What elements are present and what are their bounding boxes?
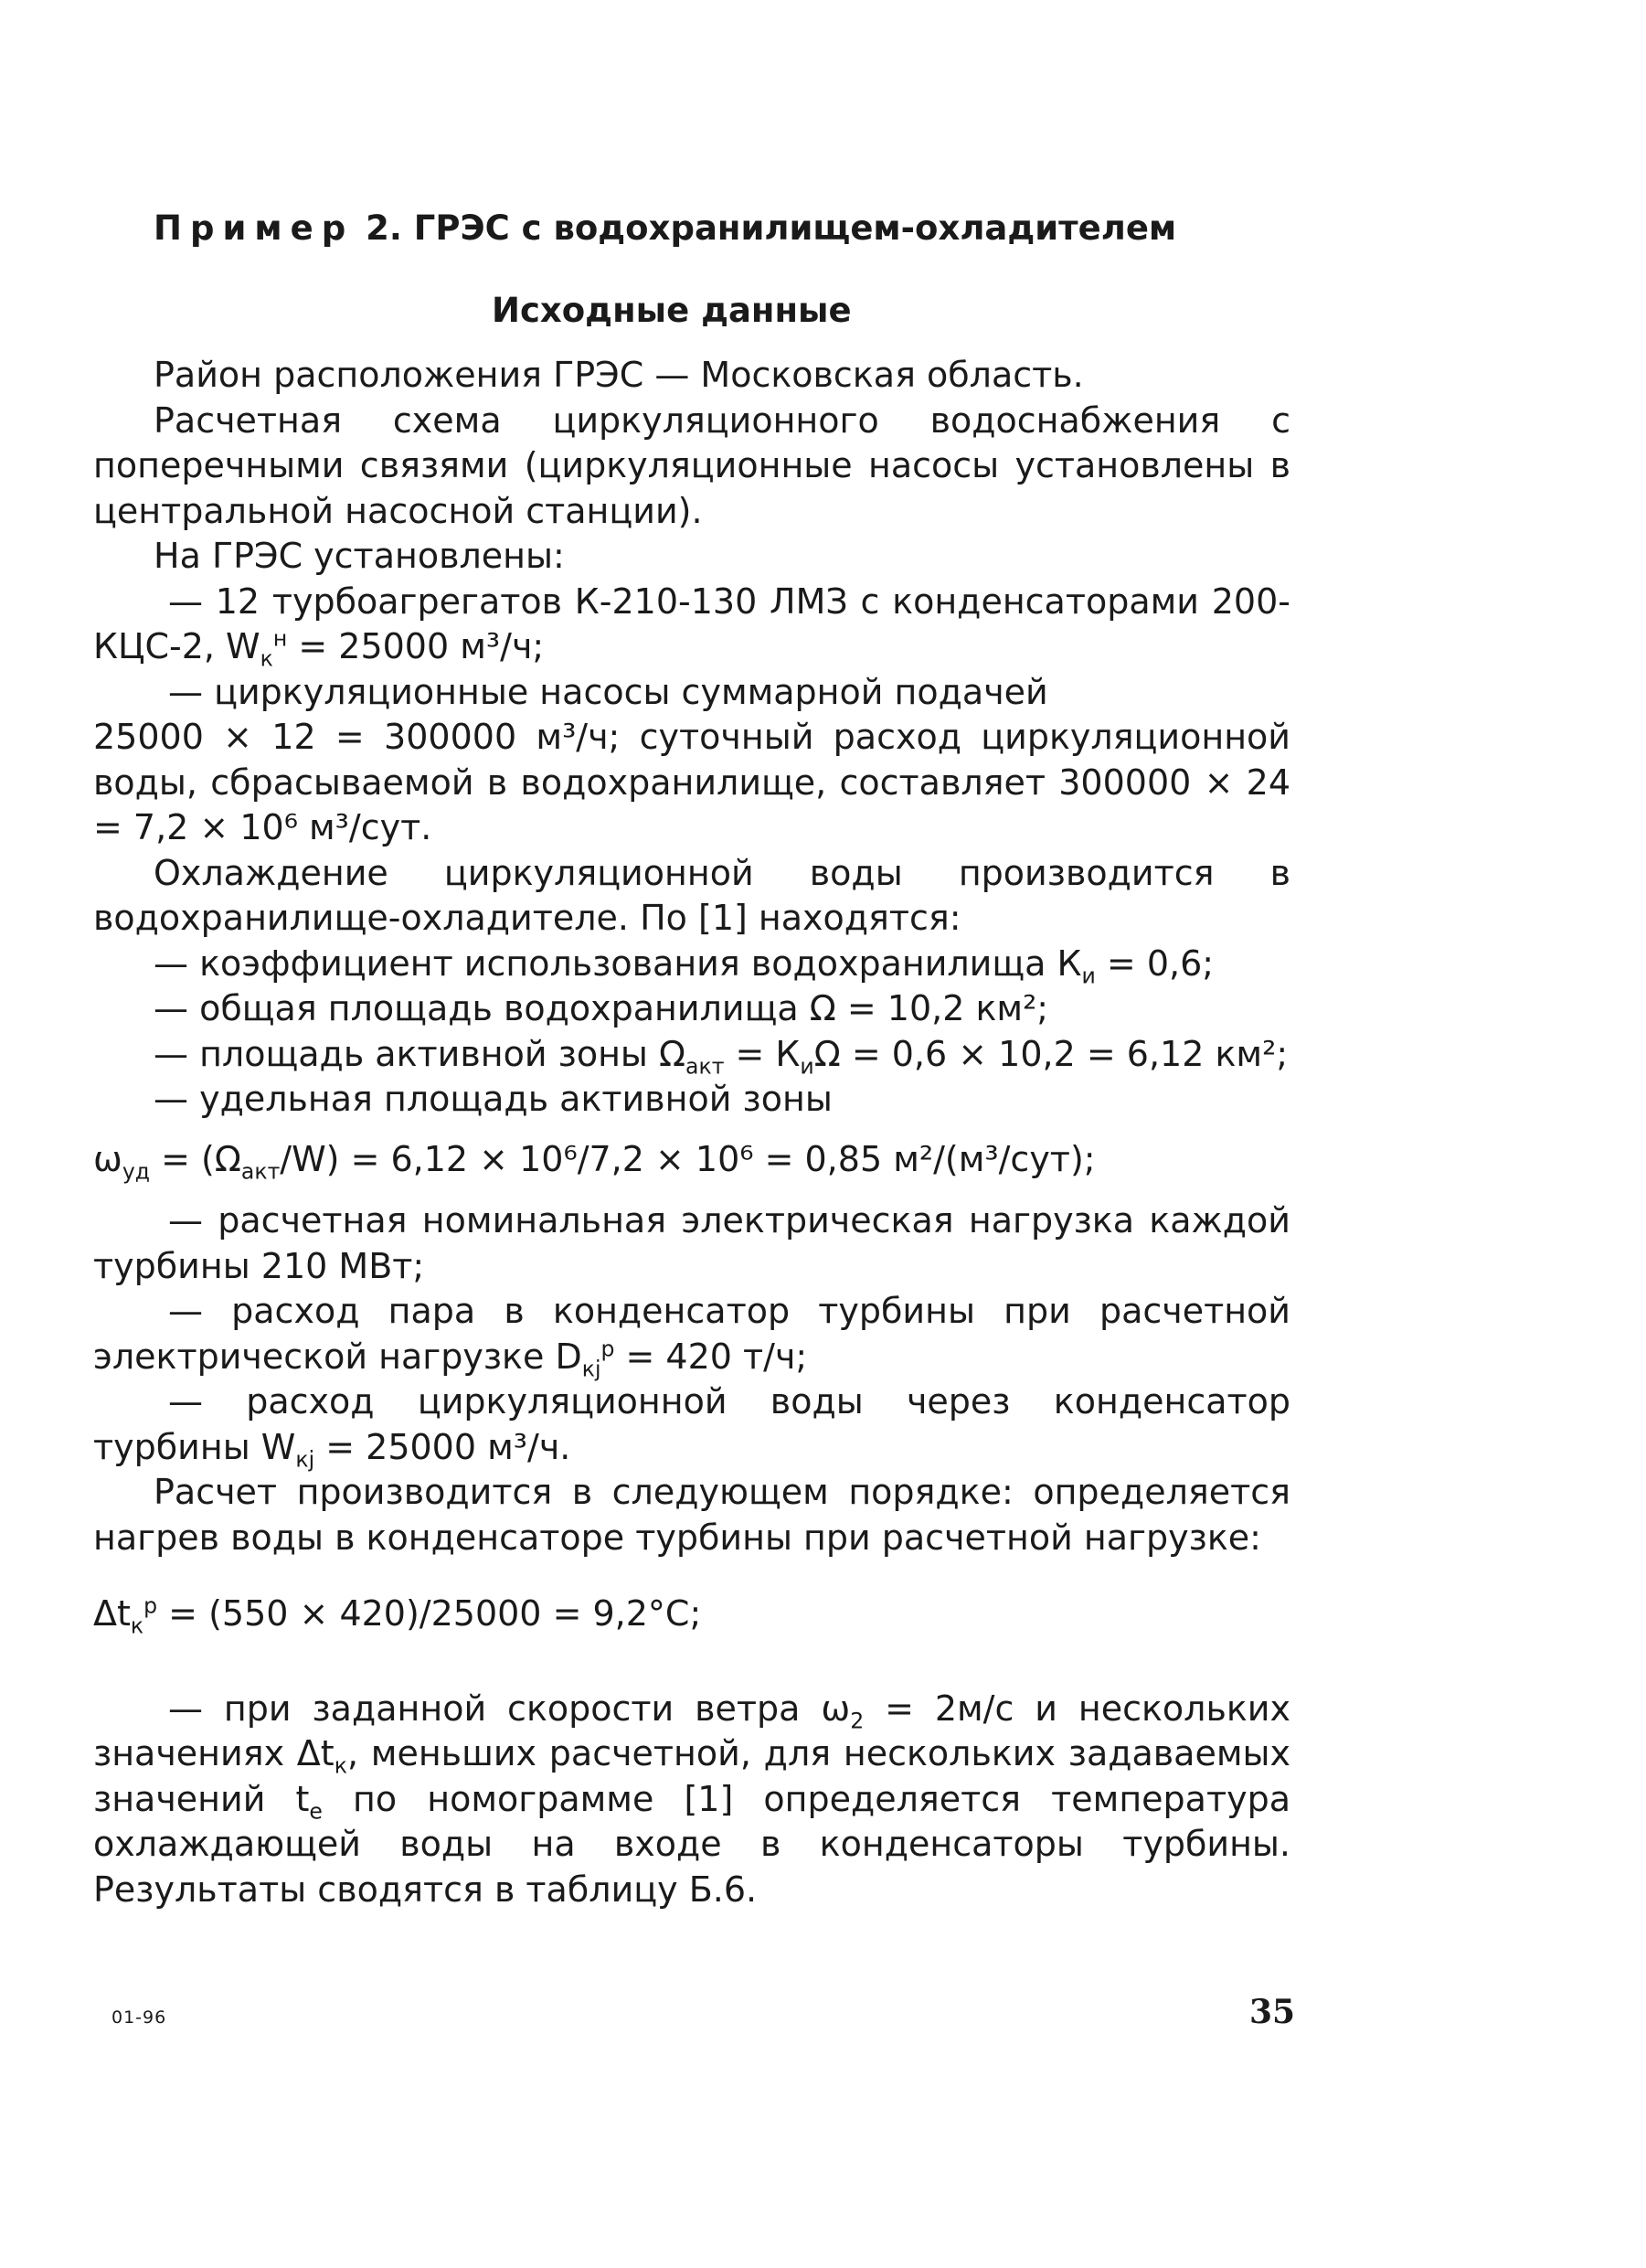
paragraph-calculation: Расчет производится в следующем порядке: определяется нагрев воды в конденсаторе турбины при расчетной нагрузке: [93, 1472, 1290, 1558]
paragraph-installed: На ГРЭС установлены: [154, 536, 565, 576]
paragraph-scheme: Расчетная схема циркуляционного водоснабжения с поперечными связями (циркуляционные насосы установлены в центральной насосной станции). [93, 399, 1290, 531]
formula-specific-area: $\omega_{уд} = (\Omega_{акт}/W) = 6,12 \times 10^6/7,2 \times 10^6 = 0,85$ м²/(м³/сут); [93, 1138, 1096, 1185]
paragraph-location: Район расположения ГРЭС — Московская область. [154, 355, 1084, 395]
list-item-total-area: — общая площадь водохранилища Ω = 10,2 км²; [154, 988, 1049, 1028]
paragraph-flow: 25000 × 12 = 300000 м³/ч; суточный расход циркуляционной воды, сбрасываемой в водохранилище, составляет 300000 × 24 = 7,2 × 10⁶ м³/сут. [93, 717, 1290, 847]
list-item-steam: — расход пара в конденсатор турбины при расчетной электрической нагрузке $D_{кj}^р = 420$ т/ч; [93, 1291, 1290, 1382]
list-item-pumps: — циркуляционные насосы суммарной подачей [168, 671, 1048, 712]
list-item-active-area: — площадь активной зоны $\Omega_{акт} = К_и\Omega = 0,6 \times 10,2 = 6,12$ км²; [154, 1033, 1289, 1080]
example-label: Пример [154, 208, 355, 248]
list-item-turbines: — 12 турбоагрегатов К-210-130 ЛМЗ с конденсаторами 200-КЦС-2, $W_к^н = 25000$ м³/ч; [93, 580, 1290, 672]
paragraph-cooling: Охлаждение циркуляционной воды производится в водохранилище-охладителе. По [1] находятся: [93, 852, 1290, 938]
formula-heating: $\Delta t_к^р = (550 \times 420)/25000 = 9,2^\circ С$; [93, 1592, 702, 1639]
footer-code: 01-96 [112, 2007, 167, 2028]
page-number: 35 [1249, 1993, 1296, 2031]
list-item-specific-area: — удельная площадь активной зоны [154, 1079, 833, 1119]
section-heading [154, 208, 1176, 248]
heading-text: 2. ГРЭС с водохранилищем-охладителем [354, 208, 1177, 248]
list-item-load: — расчетная номинальная электрическая нагрузка каждой турбины 210 МВт; [93, 1200, 1290, 1286]
subsection-heading: Исходные данные [492, 291, 852, 330]
list-item-coefficient: — коэффициент использования водохранилища $К_и = 0,6$; [154, 942, 1215, 989]
list-item-wind: — при заданной скорости ветра $\omega_2 = 2м/с$ и нескольких значениях $\Delta t_к$, меньших расчетной, для нескольких задаваемых значений $t_е$ по номограмме [1] определяется температура охлаждающей воды на входе в конденсаторы турбины. Результаты сводятся в таблицу Б.6. [93, 1688, 1291, 1910]
body-text [93, 353, 1290, 1912]
list-item-water-flow: — расход циркуляционной воды через конденсатор турбины $W_{кj} = 25000$ м³/ч. [93, 1381, 1290, 1473]
